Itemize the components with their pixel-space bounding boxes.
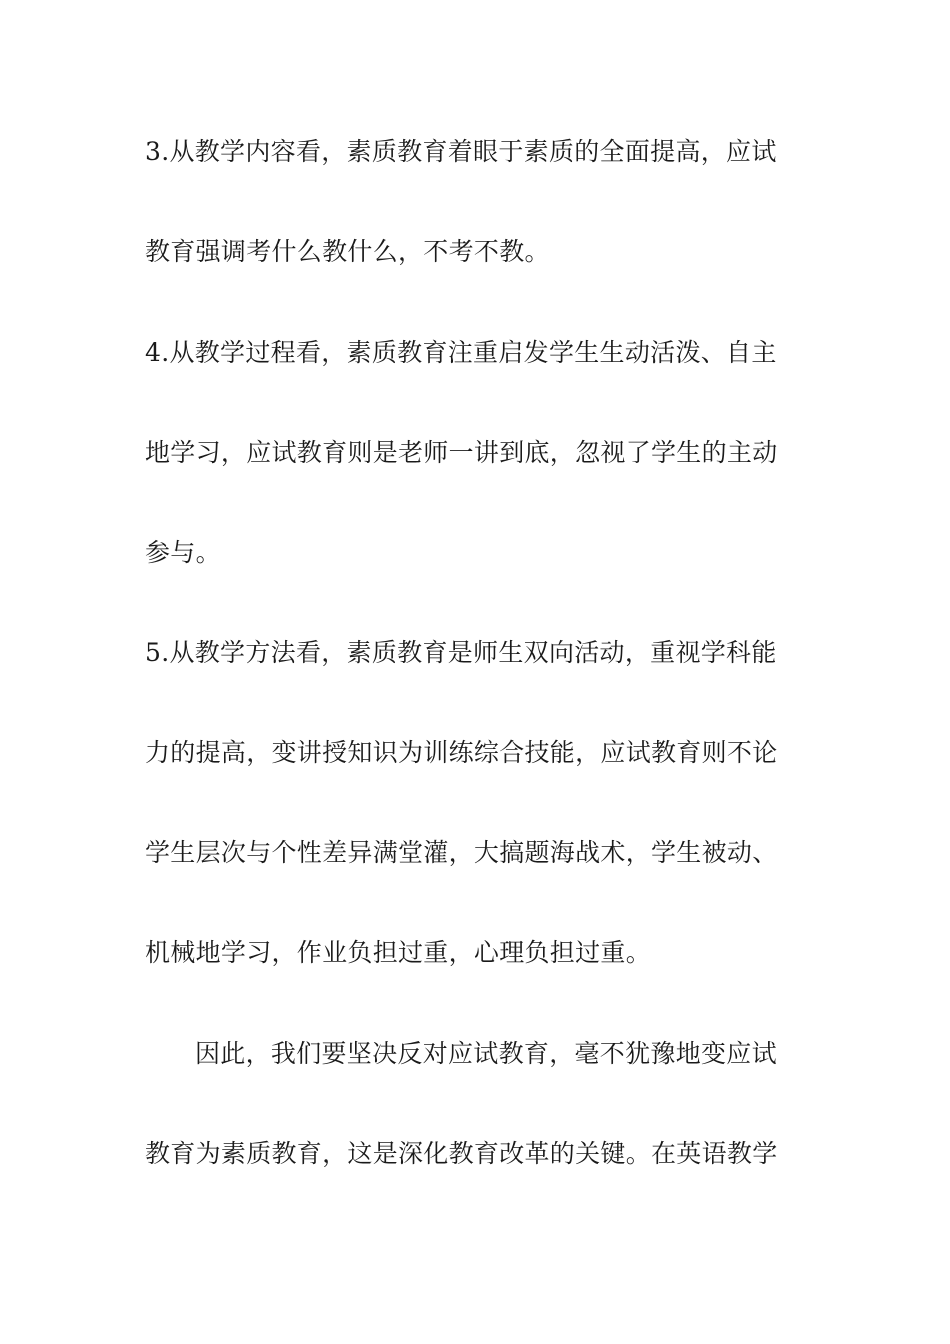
text-line: 学生层次与个性差异满堂灌，大搞题海战术，学生被动、 <box>145 838 778 867</box>
text-line: 4.从教学过程看，素质教育注重启发学生生动活泼、自主 <box>145 338 777 367</box>
text-line: 5.从教学方法看，素质教育是师生双向活动，重视学科能 <box>145 638 777 667</box>
text-line: 地学习，应试教育则是老师一讲到底，忽视了学生的主动 <box>145 438 778 467</box>
text-line: 机械地学习，作业负担过重，心理负担过重。 <box>145 938 652 967</box>
text-line: 3.从教学内容看，素质教育着眼于素质的全面提高，应试 <box>145 137 777 166</box>
paragraph-first-line: 因此，我们要坚决反对应试教育，毫不犹豫地变应试 <box>195 1039 777 1068</box>
text-line: 教育强调考什么教什么，不考不教。 <box>145 237 550 266</box>
text-line: 力的提高，变讲授知识为训练综合技能，应试教育则不论 <box>145 738 778 767</box>
text-line: 参与。 <box>145 538 221 567</box>
text-line: 教育为素质教育，这是深化教育改革的关键。在英语教学 <box>145 1139 778 1168</box>
